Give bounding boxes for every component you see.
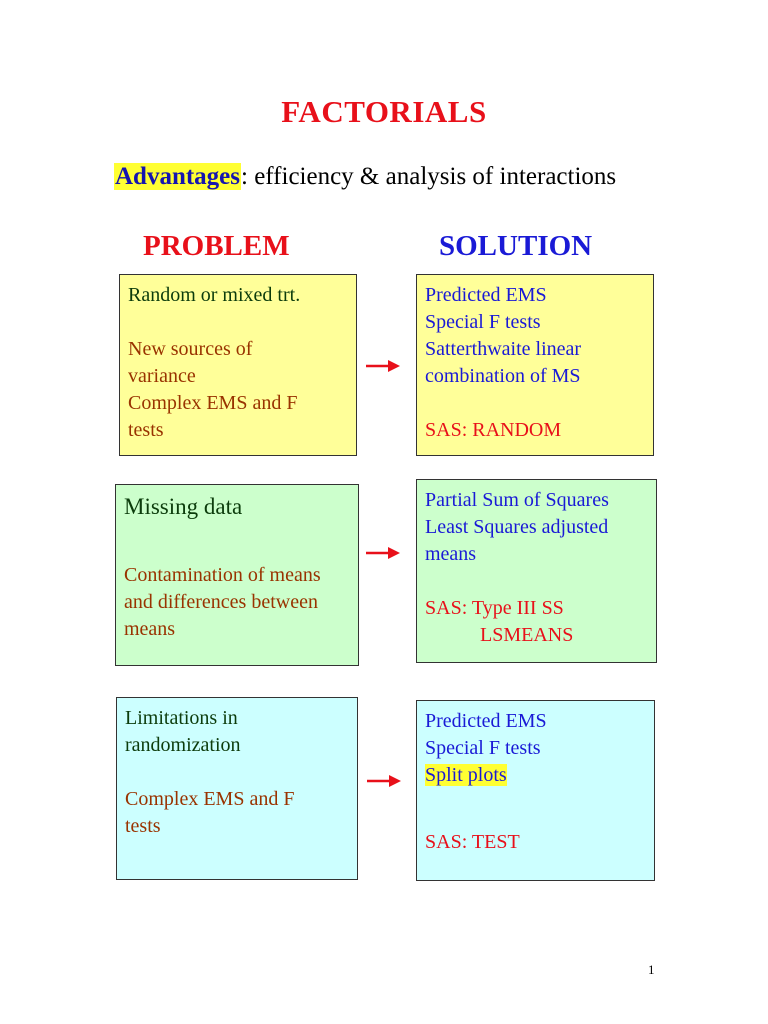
problem-text: variance bbox=[128, 365, 196, 387]
solution-text: Satterthwaite linear bbox=[425, 338, 582, 360]
problem-text: Missing data bbox=[124, 494, 243, 519]
advantages-text: : efficiency & analysis of interactions bbox=[241, 163, 617, 190]
solution-text: Partial Sum of Squares bbox=[425, 489, 609, 511]
problem-text: randomization bbox=[125, 734, 241, 756]
problem-text: Complex EMS and F bbox=[128, 392, 298, 414]
solution-text: means bbox=[425, 543, 477, 565]
advantages-label: Advantages bbox=[115, 163, 241, 190]
solution-text: SAS: TEST bbox=[425, 831, 520, 853]
solution-text: SAS: RANDOM bbox=[425, 419, 562, 441]
problem-box-missing bbox=[115, 484, 359, 666]
problem-text: Random or mixed trt. bbox=[128, 284, 301, 306]
problem-header: PROBLEM bbox=[143, 230, 290, 262]
problem-text: Contamination of means bbox=[124, 564, 321, 586]
split-plots-highlight: Split plots bbox=[425, 764, 507, 786]
solution-text: Least Squares adjusted bbox=[425, 516, 609, 538]
problem-box-random bbox=[119, 274, 357, 456]
right-arrow-icon bbox=[366, 546, 400, 560]
solution-box-randomization bbox=[416, 700, 655, 881]
problem-text: Limitations in bbox=[125, 707, 238, 729]
solution-text: Predicted EMS bbox=[425, 284, 547, 306]
advantages-line bbox=[114, 163, 616, 191]
solution-box-random bbox=[416, 274, 654, 456]
problem-text: means bbox=[124, 618, 176, 640]
problem-text: tests bbox=[128, 419, 164, 441]
problem-text: Complex EMS and F bbox=[125, 788, 295, 810]
problem-text: and differences between bbox=[124, 591, 318, 613]
problem-text: tests bbox=[125, 815, 161, 837]
problem-text: New sources of bbox=[128, 338, 253, 360]
right-arrow-icon bbox=[367, 774, 401, 788]
page-title: FACTORIALS bbox=[281, 94, 487, 129]
right-arrow-icon bbox=[366, 359, 400, 373]
solution-box-missing bbox=[416, 479, 657, 663]
page-number: 1 bbox=[648, 962, 655, 977]
solution-text: SAS: Type III SS bbox=[425, 597, 564, 619]
solution-text: Special F tests bbox=[425, 311, 541, 333]
solution-header: SOLUTION bbox=[439, 230, 593, 262]
solution-text: LSMEANS bbox=[480, 624, 574, 646]
solution-text: Special F tests bbox=[425, 737, 541, 759]
solution-text: combination of MS bbox=[425, 365, 581, 387]
problem-box-randomization bbox=[116, 697, 358, 880]
solution-text: Predicted EMS bbox=[425, 710, 547, 732]
